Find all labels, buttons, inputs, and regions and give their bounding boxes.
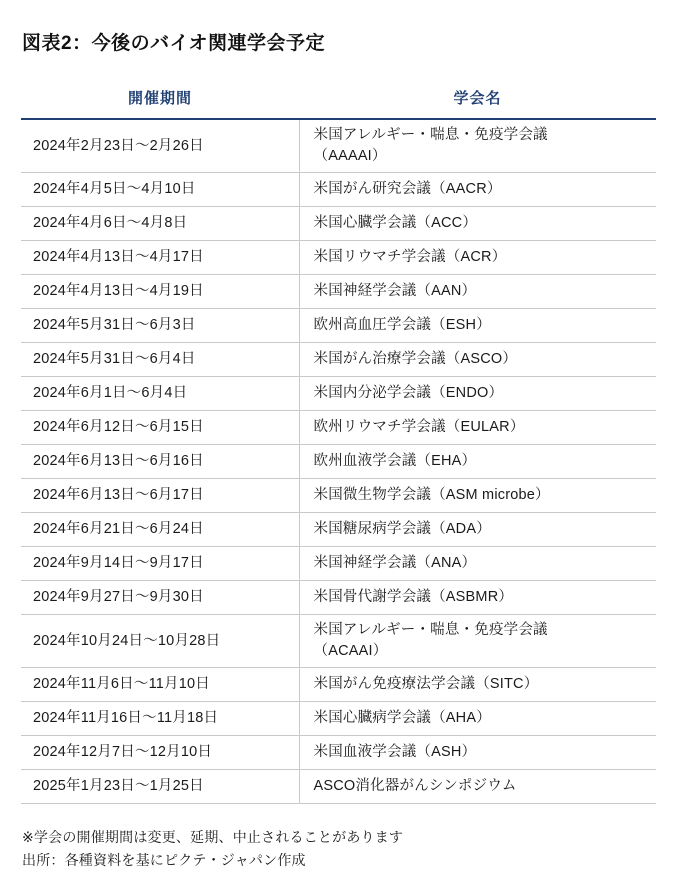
cell-conference-name: 米国がん免疫療法学会議（SITC） (299, 668, 656, 702)
table-row (21, 377, 656, 411)
table-row (21, 547, 656, 581)
table-row (21, 615, 656, 668)
footnote-source: 出所：各種資料を基にピクテ・ジャパン作成 (22, 852, 306, 869)
cell-conference-name: 欧州高血圧学会議（ESH） (299, 309, 656, 343)
cell-period: 2024年5月31日〜6月3日 (21, 309, 299, 343)
table-row (21, 445, 656, 479)
cell-period: 2024年9月27日〜9月30日 (21, 581, 299, 615)
cell-period: 2024年4月13日〜4月17日 (21, 241, 299, 275)
cell-conference-name: 米国骨代謝学会議（ASBMR） (299, 581, 656, 615)
cell-period: 2024年6月21日〜6月24日 (21, 513, 299, 547)
cell-period: 2024年6月12日〜6月15日 (21, 411, 299, 445)
footnote-disclaimer: ※学会の開催期間は変更、延期、中止されることがあります (22, 829, 404, 846)
cell-conference-name (299, 119, 656, 173)
table-row (21, 702, 656, 736)
table-row (21, 736, 656, 770)
conference-name-line1: 米国アレルギー・喘息・免疫学会議 (313, 622, 548, 639)
cell-period: 2025年1月23日〜1月25日 (21, 770, 299, 804)
table-row (21, 479, 656, 513)
cell-period: 2024年10月24日〜10月28日 (21, 615, 299, 668)
footnotes (18, 826, 659, 872)
cell-conference-name: ASCO消化器がんシンポジウム (299, 770, 656, 804)
table-header (21, 81, 656, 119)
table-row (21, 343, 656, 377)
column-header-conference-name: 学会名 (299, 81, 656, 119)
cell-period: 2024年11月16日〜11月18日 (21, 702, 299, 736)
table-row (21, 770, 656, 804)
cell-period: 2024年9月14日〜9月17日 (21, 547, 299, 581)
column-header-period: 開催期間 (21, 81, 299, 119)
schedule-table (21, 81, 656, 804)
cell-conference-name: 欧州血液学会議（EHA） (299, 445, 656, 479)
table-row (21, 411, 656, 445)
cell-period: 2024年6月13日〜6月16日 (21, 445, 299, 479)
conference-name-line1: 米国アレルギー・喘息・免疫学会議 (313, 127, 548, 143)
conference-name-line2: （ACAAI） (313, 643, 388, 660)
cell-conference-name: 米国神経学会議（ANA） (299, 547, 656, 581)
cell-conference-name: 米国がん研究会議（AACR） (299, 173, 656, 207)
cell-conference-name (299, 615, 656, 668)
cell-conference-name: 米国神経学会議（AAN） (299, 275, 656, 309)
table-row (21, 207, 656, 241)
cell-period: 2024年5月31日〜6月4日 (21, 343, 299, 377)
table-row (21, 241, 656, 275)
cell-period: 2024年2月23日〜2月26日 (21, 119, 299, 173)
conference-name-line2: （AAAAI） (313, 148, 387, 165)
table-row (21, 309, 656, 343)
table-row (21, 275, 656, 309)
table-row (21, 581, 656, 615)
cell-conference-name: 米国血液学会議（ASH） (299, 736, 656, 770)
table-row (21, 173, 656, 207)
table-header-row (21, 81, 656, 119)
cell-period: 2024年6月1日〜6月4日 (21, 377, 299, 411)
cell-period: 2024年4月6日〜4月8日 (21, 207, 299, 241)
cell-period: 2024年6月13日〜6月17日 (21, 479, 299, 513)
cell-conference-name: 米国糖尿病学会議（ADA） (299, 513, 656, 547)
schedule-table-container (18, 81, 659, 804)
cell-conference-name: 米国リウマチ学会議（ACR） (299, 241, 656, 275)
table-row (21, 513, 656, 547)
table-body (21, 119, 656, 804)
cell-conference-name: 米国がん治療学会議（ASCO） (299, 343, 656, 377)
cell-period: 2024年12月7日〜12月10日 (21, 736, 299, 770)
cell-conference-name: 米国微生物学会議（ASM microbe） (299, 479, 656, 513)
cell-conference-name: 欧州リウマチ学会議（EULAR） (299, 411, 656, 445)
cell-period: 2024年4月13日〜4月19日 (21, 275, 299, 309)
page-title: 図表2：今後のバイオ関連学会予定 (22, 33, 325, 54)
table-row (21, 119, 656, 173)
cell-conference-name: 米国内分泌学会議（ENDO） (299, 377, 656, 411)
table-row (21, 668, 656, 702)
cell-conference-name: 米国心臓病学会議（AHA） (299, 702, 656, 736)
cell-period: 2024年11月6日〜11月10日 (21, 668, 299, 702)
cell-period: 2024年4月5日〜4月10日 (21, 173, 299, 207)
cell-conference-name: 米国心臓学会議（ACC） (299, 207, 656, 241)
